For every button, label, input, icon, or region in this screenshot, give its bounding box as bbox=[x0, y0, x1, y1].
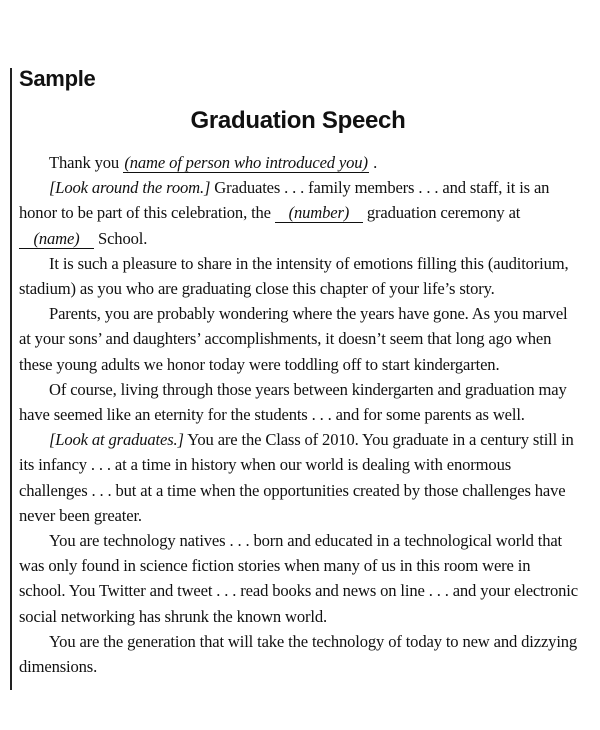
paragraph-pleasure: It is such a pleasure to share in the intensity of emotions filling this (auditorium, stadium) as you who are graduating close this chapter of your life’s story. bbox=[19, 253, 569, 299]
p6-text: You are the Class of 2010. You graduate in a century still in its infancy . . . at a time in history when our world is dealing with enormous challenges . . . but at a time when the opportunities created by those challenges have never been greater. bbox=[19, 430, 574, 525]
p2-text-1: Graduates . . . family members . . . and staff, it is an honor to be part of this celebration, the bbox=[19, 178, 550, 223]
p2-text-2: graduation ceremony at bbox=[362, 203, 521, 223]
p2-text-3: School. bbox=[94, 228, 148, 248]
title-text: Graduation Speech bbox=[190, 107, 406, 134]
paragraph-look-around bbox=[19, 175, 579, 251]
section-heading: Sample bbox=[19, 66, 96, 91]
paragraph-class-of bbox=[19, 427, 579, 528]
p1-end: . bbox=[369, 153, 378, 172]
blank-introducer-name: (name of person who introduced you) bbox=[124, 153, 368, 172]
stage-direction: [Look around the room.] bbox=[49, 178, 211, 198]
paragraph-thank-you bbox=[19, 150, 579, 175]
speech-body bbox=[19, 150, 579, 679]
p1-text: Thank you bbox=[49, 153, 124, 172]
paragraph-of-course: Of course, living through those years between kindergarten and graduation may have seemed like an eternity for the students . . . and for some parents as well. bbox=[19, 379, 567, 425]
paragraph-parents: Parents, you are probably wondering where the years have gone. As you marvel at your sons’ and daughters’ accomplishments, it doesn’t seem that long ago when these young adults we honor today were toddling off to start kindergarten. bbox=[19, 304, 568, 374]
paragraph-technology-natives: You are technology natives . . . born and educated in a technological world that was only found in science fiction stories when many of us in this room were in school. You Twitter and tweet . . . read books and news on line . . . and your electronic social networking has shrunk the known world. bbox=[19, 531, 578, 626]
document-title bbox=[0, 107, 600, 135]
stage-direction: [Look at graduates.] bbox=[49, 430, 184, 450]
blank-school-name: (name) bbox=[19, 229, 94, 249]
paragraph-generation: You are the generation that will take the technology of today to new and dizzying dimensions. bbox=[19, 631, 578, 677]
blank-number: (number) bbox=[275, 203, 363, 223]
left-margin-rule bbox=[10, 68, 12, 690]
